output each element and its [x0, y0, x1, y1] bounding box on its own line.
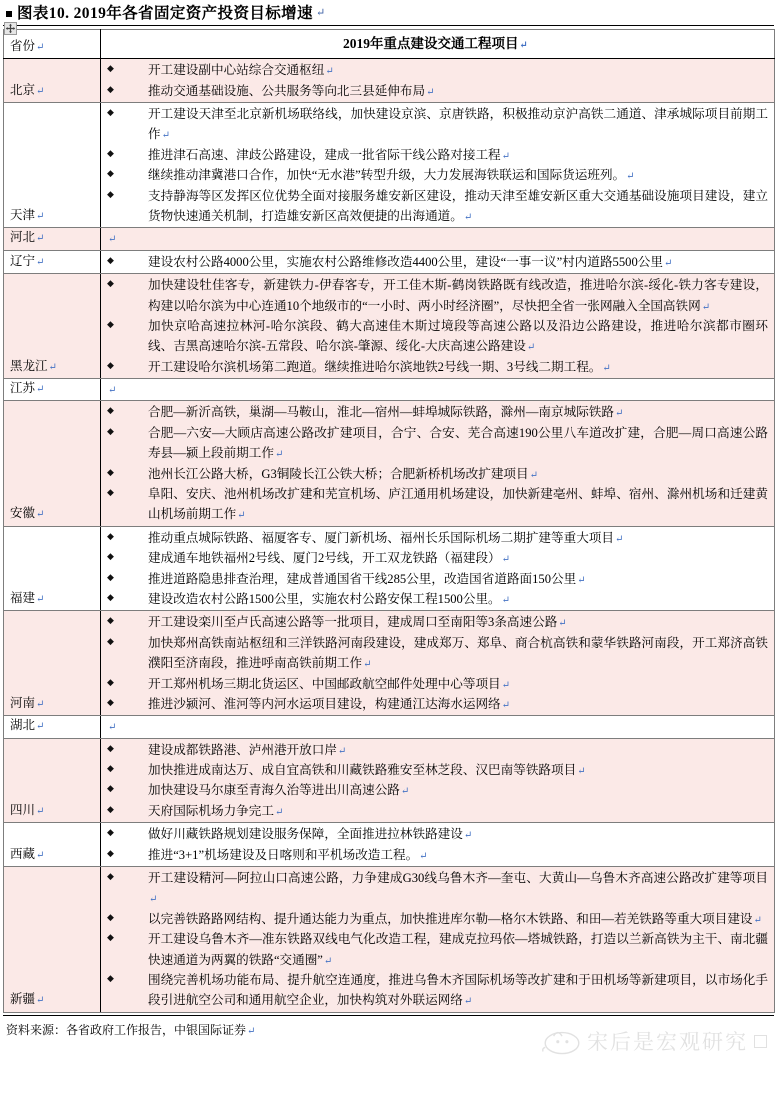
list-item	[101, 929, 770, 970]
pilcrow-icon: ↵	[36, 233, 45, 245]
pilcrow-icon: ↵	[108, 722, 117, 734]
diamond-bullet-icon: ◆	[107, 847, 114, 858]
list-item-text: 开工建设副中心站综合交通枢纽	[148, 63, 325, 78]
pilcrow-icon: ↵	[558, 618, 567, 630]
diamond-bullet-icon: ◆	[107, 827, 114, 838]
diamond-bullet-icon: ◆	[107, 551, 114, 562]
pilcrow-icon: ↵	[149, 894, 158, 906]
province-label: 黑龙江	[10, 358, 48, 373]
pilcrow-icon: ↵	[519, 40, 528, 51]
pilcrow-icon: ↵	[108, 234, 117, 246]
province-label: 安徽	[10, 506, 36, 521]
project-list	[101, 612, 770, 714]
province-cell-福建	[4, 526, 101, 611]
diamond-bullet-icon: ◆	[107, 696, 114, 707]
pilcrow-icon: ↵	[325, 66, 334, 78]
table-container	[0, 26, 777, 1013]
list-item-text: 天府国际机场力争完工	[148, 803, 274, 818]
province-label: 西藏	[10, 846, 36, 861]
list-item	[101, 824, 770, 844]
list-item-text: 加快建设牡佳客专，新建铁力-伊春客专，开工佳木斯-鹤岗铁路既有线改造，推进哈尔滨-绥化-铁力客专建设，构建以哈尔滨为中心连通10个地级市的“一小时、两小时经济圈”，尽快把全省一张网融入全国高铁网	[148, 278, 768, 313]
project-list	[101, 60, 770, 101]
list-item-text: 开工建设精河—阿拉山口高速公路，力争建成G30线乌鲁木齐—奎屯、大黄山—乌鲁木齐高速公路改扩建等项目	[148, 871, 768, 886]
pilcrow-icon: ↵	[161, 130, 170, 142]
list-item-text: 推动重点城际铁路、福厦客专、厦门新机场、福州长乐国际机场二期扩建等重大项目	[148, 530, 614, 545]
list-item	[101, 760, 770, 780]
list-item	[101, 145, 770, 165]
pilcrow-icon: ↵	[526, 342, 536, 354]
list-item	[101, 165, 770, 185]
pilcrow-icon: ↵	[337, 745, 347, 757]
table-move-handle-icon[interactable]	[4, 22, 17, 35]
header-projects-label: 2019年重点建设交通工程项目	[343, 36, 519, 51]
list-item-text: 围绕完善机场功能布局、提升航空连通度，推进乌鲁木齐国际机场等改扩建和于田机场等新建项目，以市场化手段引进航空公司和通用航空企业，加快构筑对外联运网络	[148, 973, 768, 1008]
pilcrow-icon: ↵	[36, 594, 45, 605]
list-item	[101, 528, 770, 548]
figure-title-row	[0, 0, 777, 24]
province-label: 北京	[10, 82, 36, 97]
province-cell-四川	[4, 738, 101, 823]
pilcrow-icon: ↵	[315, 7, 326, 19]
projects-cell-江苏	[101, 379, 775, 401]
list-item	[101, 357, 770, 377]
pilcrow-icon: ↵	[602, 362, 611, 374]
province-cell-天津	[4, 103, 101, 228]
pilcrow-icon: ↵	[614, 408, 624, 420]
list-item-text: 池州长江公路大桥，G3铜陵长江公铁大桥；合肥新桥机场改扩建项目	[148, 466, 529, 481]
pilcrow-icon: ↵	[36, 995, 45, 1007]
pilcrow-icon: ↵	[274, 806, 284, 818]
pilcrow-icon: ↵	[36, 384, 45, 396]
pilcrow-icon: ↵	[501, 679, 511, 691]
province-cell-湖北	[4, 716, 101, 738]
province-label: 江苏	[10, 381, 36, 396]
diamond-bullet-icon: ◆	[107, 571, 114, 582]
projects-cell-河南	[101, 611, 775, 716]
pilcrow-icon: ↵	[36, 211, 45, 222]
table-row	[4, 823, 775, 867]
pilcrow-icon: ↵	[501, 150, 511, 162]
table-row	[4, 611, 775, 716]
list-item-text: 推进道路隐患排查治理，建成普通国省干线285公里，改造国省道路面150公里	[148, 571, 577, 586]
pilcrow-icon: ↵	[48, 361, 57, 373]
list-item-text: 阜阳、安庆、池州机场改扩建和芜宣机场、庐江通用机场建设，加快新建亳州、蚌埠、宿州、滁州机场和迁建黄山机场前期工作	[148, 487, 768, 522]
diamond-bullet-icon: ◆	[107, 63, 114, 74]
pilcrow-icon: ↵	[501, 699, 511, 711]
province-cell-河南	[4, 611, 101, 716]
diamond-bullet-icon: ◆	[107, 742, 114, 753]
project-list	[101, 868, 770, 1011]
province-label: 辽宁	[10, 253, 36, 268]
list-item-text: 以完善铁路路网结构、提升通达能力为重点，加快推进库尔勒—格尔木铁路、和田—若羌铁路等重大项目建设	[148, 911, 753, 926]
pilcrow-icon: ↵	[463, 996, 473, 1008]
list-item-text: 开工建设栾川至卢氏高速公路等一批项目，建成周口至南阳等3条高速公路	[148, 615, 558, 630]
list-item-text: 推进沙颍河、淮河等内河水运项目建设，构建通江达海水运网络	[148, 696, 501, 711]
list-item-text: 推进津石高速、津歧公路建设，建成一批省际干线公路对接工程	[148, 147, 501, 162]
pilcrow-icon: ↵	[663, 257, 673, 269]
pilcrow-icon: ↵	[36, 805, 45, 817]
list-item	[101, 423, 770, 464]
pilcrow-icon: ↵	[614, 533, 624, 545]
list-item	[101, 740, 770, 760]
list-item	[101, 868, 770, 909]
diamond-bullet-icon: ◆	[107, 530, 114, 541]
province-cell-新疆	[4, 867, 101, 1013]
diamond-bullet-icon: ◆	[107, 932, 114, 943]
diamond-bullet-icon: ◆	[107, 783, 114, 794]
list-item	[101, 780, 770, 800]
list-item-text: 支持静海等区发挥区位优势全面对接服务雄安新区建设，推动天津至雄安新区重大交通基础设施项目建设，建立货物快速通关机制，打造雄安新区高效便捷的出海通道。	[148, 188, 768, 223]
header-cell-projects	[101, 30, 775, 59]
province-cell-黑龙江	[4, 274, 101, 379]
projects-cell-四川	[101, 738, 775, 823]
table-row	[4, 228, 775, 250]
projects-cell-西藏	[101, 823, 775, 867]
list-item-text: 开工建设哈尔滨机场第二跑道。继续推进哈尔滨地铁2号线一期、3号线二期工程。	[148, 359, 602, 374]
diamond-bullet-icon: ◆	[107, 911, 114, 922]
diamond-bullet-icon: ◆	[107, 168, 114, 179]
projects-cell-黑龙江	[101, 274, 775, 379]
diamond-bullet-icon: ◆	[107, 973, 114, 983]
watermark-text: 宋后是宏观研究	[587, 1031, 748, 1054]
list-item-text: 合肥—新沂高铁，巢湖—马鞍山，淮北—宿州—蚌埠城际铁路，滁州—南京城际铁路	[148, 405, 614, 420]
list-item	[101, 694, 770, 714]
province-cell-河北	[4, 228, 101, 250]
projects-cell-北京	[101, 59, 775, 103]
list-item	[101, 801, 770, 821]
pilcrow-icon: ↵	[274, 449, 284, 461]
table-row	[4, 738, 775, 823]
pilcrow-icon: ↵	[36, 509, 45, 521]
pilcrow-icon: ↵	[419, 850, 428, 862]
list-item-text: 建成通车地铁福州2号线、厦门2号线，开工双龙铁路（福建段）	[148, 551, 501, 566]
project-list	[101, 740, 770, 822]
list-item	[101, 548, 770, 568]
pilcrow-icon: ↵	[36, 698, 45, 710]
diamond-bullet-icon: ◆	[107, 83, 114, 94]
diamond-bullet-icon: ◆	[107, 635, 114, 646]
pilcrow-icon: ↵	[400, 786, 410, 798]
table-row	[4, 526, 775, 611]
projects-cell-湖北	[101, 716, 775, 738]
list-item	[101, 104, 770, 145]
diamond-bullet-icon: ◆	[107, 487, 114, 498]
pilcrow-icon: ↵	[323, 955, 333, 967]
diamond-bullet-icon: ◆	[107, 254, 114, 265]
province-cell-北京	[4, 59, 101, 103]
project-list	[101, 402, 770, 524]
diamond-bullet-icon: ◆	[107, 466, 114, 477]
project-list	[101, 252, 770, 272]
list-item-text: 建设成都铁路港、泸州港开放口岸	[148, 742, 337, 757]
project-list	[101, 824, 770, 865]
list-item-text: 合肥—六安—大顾店高速公路改扩建项目，合宁、合安、芜合高速190公里八车道改扩建，合肥—周口高速公路寿县—颍上段前期工作	[148, 425, 768, 461]
diamond-bullet-icon: ◆	[107, 188, 114, 199]
diamond-bullet-icon: ◆	[107, 591, 114, 602]
list-item	[101, 909, 770, 929]
pilcrow-icon: ↵	[701, 301, 711, 313]
province-cell-辽宁	[4, 250, 101, 273]
projects-cell-安徽	[101, 401, 775, 526]
list-item	[101, 569, 770, 589]
diamond-bullet-icon: ◆	[107, 425, 114, 436]
table-body	[4, 30, 775, 1013]
pilcrow-icon: ↵	[36, 41, 45, 53]
empty-projects-placeholder	[101, 717, 770, 736]
diamond-bullet-icon: ◆	[107, 359, 114, 370]
list-item	[101, 402, 770, 422]
empty-projects-placeholder	[101, 380, 770, 399]
table-row	[4, 379, 775, 401]
table-row	[4, 716, 775, 738]
province-cell-江苏	[4, 379, 101, 401]
pilcrow-icon: ↵	[626, 171, 635, 183]
list-item	[101, 612, 770, 632]
list-item-text: 推动交通基础设施、公共服务等向北三县延伸布局	[148, 83, 426, 98]
pilcrow-icon: ↵	[247, 1025, 256, 1037]
pilcrow-icon: ↵	[36, 85, 45, 97]
table-row	[4, 250, 775, 273]
pilcrow-icon: ↵	[577, 574, 586, 586]
empty-projects-placeholder	[101, 229, 770, 248]
pilcrow-icon: ↵	[237, 510, 246, 522]
diamond-bullet-icon: ◆	[107, 615, 114, 626]
source-text: 资料来源：各省政府工作报告，中银国际证券	[6, 1022, 247, 1037]
list-item-text: 开工郑州机场三期北货运区、中国邮政航空邮件处理中心等项目	[148, 676, 501, 691]
list-item-text: 推进“3+1”机场建设及日喀则和平机场改造工程。	[148, 847, 419, 862]
list-item-text: 开工建设天津至北京新机场联络线，加快建设京滨、京唐铁路，积极推动京沪高铁二通道、津承城际项目前期工作	[148, 107, 768, 142]
pilcrow-icon: ↵	[36, 721, 45, 733]
pilcrow-icon: ↵	[529, 469, 539, 481]
source-note	[0, 1016, 777, 1039]
list-item	[101, 60, 770, 80]
provinces-table	[3, 29, 775, 1013]
list-item	[101, 970, 770, 1011]
pilcrow-icon: ↵	[426, 86, 435, 98]
diamond-bullet-icon: ◆	[107, 405, 114, 416]
pilcrow-icon: ↵	[463, 211, 473, 223]
pilcrow-icon: ↵	[501, 554, 511, 566]
table-row	[4, 867, 775, 1013]
pilcrow-icon: ↵	[577, 766, 586, 778]
list-item-text: 建设改造农村公路1500公里，实施农村公路安保工程1500公里。	[148, 591, 501, 606]
pilcrow-icon: ↵	[363, 659, 372, 671]
list-item-text: 加快郑州高铁南站枢纽和三洋铁路河南段建设，建成郑万、郑阜、商合杭高铁和蒙华铁路河南段，开工郑济高铁濮阳至济南段，推进呼南高铁前期工作	[148, 635, 768, 671]
header-cell-province	[4, 30, 101, 59]
diamond-bullet-icon: ◆	[107, 803, 114, 814]
list-item-text: 做好川藏铁路规划建设服务保障，全面推进拉林铁路建设	[148, 827, 463, 842]
list-item	[101, 275, 770, 316]
province-cell-安徽	[4, 401, 101, 526]
province-label: 河北	[10, 230, 36, 245]
list-item	[101, 633, 770, 674]
table-row	[4, 59, 775, 103]
list-item	[101, 81, 770, 101]
diamond-bullet-icon: ◆	[107, 107, 114, 118]
list-item	[101, 845, 770, 865]
list-item-text: 建设农村公路4000公里，实施农村公路维修改造4400公里，建设“一事一议”村内道路5500公里	[148, 254, 663, 269]
projects-cell-天津	[101, 103, 775, 228]
province-label: 湖北	[10, 718, 36, 733]
pilcrow-icon: ↵	[108, 385, 117, 397]
table-row	[4, 274, 775, 379]
pilcrow-icon: ↵	[36, 849, 45, 861]
list-item	[101, 252, 770, 272]
header-province-label: 省份	[10, 38, 36, 53]
pilcrow-icon: ↵	[36, 256, 45, 268]
province-cell-西藏	[4, 823, 101, 867]
diamond-bullet-icon: ◆	[107, 147, 114, 158]
list-item	[101, 484, 770, 525]
list-item-text: 加快建设马尔康至青海久治等进出川高速公路	[148, 783, 400, 798]
diamond-bullet-icon: ◆	[107, 763, 114, 774]
project-list	[101, 104, 770, 226]
pilcrow-icon: ↵	[753, 914, 762, 926]
province-label: 福建	[10, 591, 36, 605]
list-item	[101, 316, 770, 357]
list-item-text: 加快推进成南达万、成自宜高铁和川藏铁路雅安至林芝段、汉巴南等铁路项目	[148, 763, 577, 778]
table-row	[4, 103, 775, 228]
project-list	[101, 528, 770, 610]
province-label: 天津	[10, 208, 36, 222]
list-item-text: 继续推动津冀港口合作，加快“无水港”转型升级，大力发展海铁联运和国际货运班列。	[148, 168, 626, 183]
header-projects-label-wrap	[101, 31, 770, 57]
province-label: 新疆	[10, 992, 36, 1007]
pilcrow-icon: ↵	[463, 830, 473, 842]
diamond-bullet-icon: ◆	[107, 871, 114, 882]
diamond-bullet-icon: ◆	[107, 318, 114, 329]
list-item	[101, 589, 770, 609]
pilcrow-icon: ↵	[501, 594, 511, 606]
diamond-bullet-icon: ◆	[107, 278, 114, 289]
diamond-bullet-icon: ◆	[107, 676, 114, 687]
province-label: 河南	[10, 695, 36, 710]
list-item	[101, 674, 770, 694]
projects-cell-辽宁	[101, 250, 775, 273]
list-item-text: 开工建设乌鲁木齐—准东铁路双线电气化改造工程，建成克拉玛依—塔城铁路，打造以兰新高铁为主干、南北疆快速通道为两翼的铁路“交通圈”	[148, 932, 768, 967]
list-item	[101, 464, 770, 484]
province-label: 四川	[10, 802, 36, 817]
list-item-text: 加快京哈高速拉林河-哈尔滨段、鹤大高速佳木斯过境段等高速公路以及沿边公路建设，推进哈尔滨都市圈环线、吉黑高速哈尔滨-五常段、哈尔滨-肇源、绥化-大庆高速公路建设	[148, 318, 768, 354]
page-title: 图表10. 2019年各省固定资产投资目标增速	[17, 4, 313, 22]
projects-cell-福建	[101, 526, 775, 611]
projects-cell-新疆	[101, 867, 775, 1013]
table-header-row	[4, 30, 775, 59]
title-bullet-marker	[6, 11, 12, 17]
list-item	[101, 186, 770, 227]
table-row	[4, 401, 775, 526]
projects-cell-河北	[101, 228, 775, 250]
project-list	[101, 275, 770, 377]
